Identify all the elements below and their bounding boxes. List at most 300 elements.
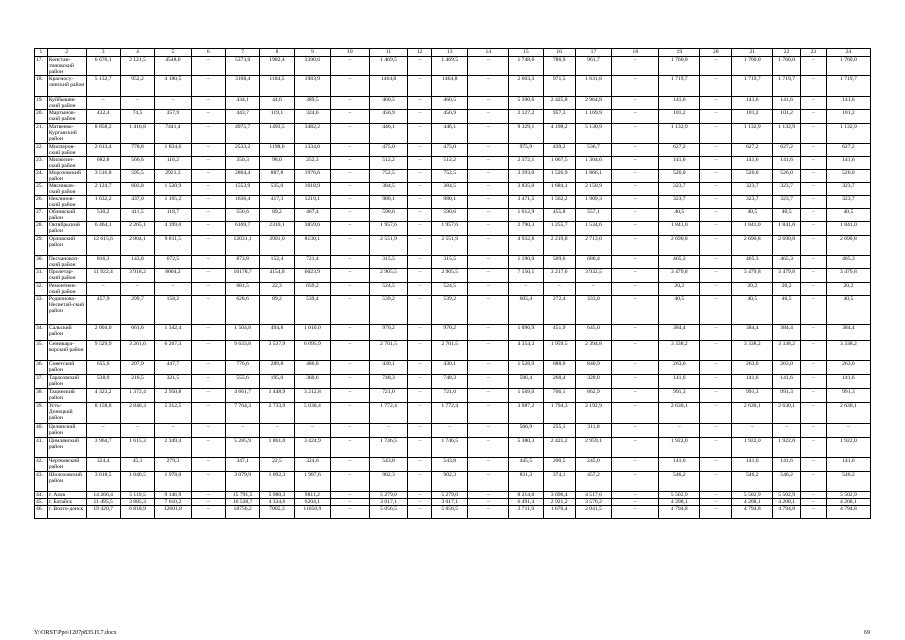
value-cell: –	[801, 222, 827, 236]
value-cell: –	[612, 424, 659, 438]
row-number-cell: 28.	[35, 222, 48, 236]
value-cell: 321,5	[155, 375, 191, 389]
value-cell: –	[191, 361, 225, 375]
column-header: 9	[294, 49, 330, 57]
value-cell: 1 448,9	[260, 389, 294, 403]
value-cell: –	[801, 389, 827, 403]
row-number-cell: 45.	[35, 499, 48, 506]
value-cell: –	[191, 389, 225, 403]
value-cell: 1 760,0	[659, 57, 700, 76]
value-cell: 3168,4	[225, 76, 259, 97]
value-cell: 2 713,0	[575, 236, 611, 256]
value-cell: 2 733,9	[260, 403, 294, 424]
value-cell: 19 420,7	[86, 506, 120, 519]
value-cell: –	[612, 144, 659, 157]
value-cell: –	[468, 196, 509, 209]
value-cell: 158,2	[155, 296, 191, 325]
value-cell: –	[408, 183, 432, 196]
table-row	[35, 144, 871, 157]
row-number-cell: 26.	[35, 196, 48, 209]
value-cell: –	[191, 341, 225, 361]
value-cell: 475,0	[369, 144, 408, 157]
value-cell: –	[612, 76, 659, 97]
value-cell: 2 551,9	[369, 236, 408, 256]
value-cell: 2 804,1	[120, 236, 154, 256]
value-cell: –	[801, 196, 827, 209]
value-cell: –	[612, 209, 659, 222]
value-cell: 9 146,9	[155, 492, 191, 499]
value-cell: 786,9	[543, 57, 575, 76]
value-cell: 447,7	[155, 361, 191, 375]
value-cell: 1636,4	[225, 196, 259, 209]
value-cell: –	[408, 222, 432, 236]
value-cell: 451,9	[543, 325, 575, 341]
value-cell: 6204,1	[294, 499, 330, 506]
value-cell: 3 885,3	[120, 499, 154, 506]
value-cell: 347,1	[225, 458, 259, 472]
value-cell: 4 794,8	[773, 506, 801, 519]
value-cell: 272,4	[543, 296, 575, 325]
value-cell: 6023,9	[294, 269, 330, 283]
value-cell: 5 980,3	[260, 492, 294, 499]
value-cell: –	[700, 157, 732, 170]
table-row	[35, 361, 871, 375]
value-cell: 1 719,7	[826, 76, 870, 97]
value-cell: –	[700, 499, 732, 506]
value-cell: 1 520,9	[155, 183, 191, 196]
value-cell: 816,3	[86, 256, 120, 269]
value-cell: 721,0	[431, 389, 467, 403]
value-cell: 595,5	[120, 170, 154, 183]
value-cell: 384,4	[826, 325, 870, 341]
value-cell: 873,8	[225, 256, 259, 269]
value-cell: 8 158,8	[86, 403, 120, 424]
value-cell: –	[225, 424, 259, 438]
value-cell: 1983,9	[294, 76, 330, 97]
value-cell: 289,8	[260, 361, 294, 375]
district-name-cell: Чертковский район	[47, 458, 86, 472]
value-cell: 970,2	[431, 325, 467, 341]
value-cell: –	[331, 499, 370, 506]
value-cell: 1 909,3	[575, 196, 611, 209]
value-cell: –	[468, 76, 509, 97]
value-cell: –	[801, 506, 827, 519]
row-number-cell: 29.	[35, 236, 48, 256]
value-cell: 2 394,8	[575, 341, 611, 361]
value-cell: 539,2	[431, 296, 467, 325]
value-cell: –	[191, 76, 225, 97]
value-cell: 680,4	[575, 256, 611, 269]
value-cell: –	[408, 269, 432, 283]
row-number-cell: 35.	[35, 341, 48, 361]
value-cell: 20,2	[826, 283, 870, 296]
district-name-cell: Октябрьский район	[47, 222, 86, 236]
value-cell: 1 632,2	[86, 196, 120, 209]
value-cell: –	[191, 183, 225, 196]
value-cell: 5 502,9	[826, 492, 870, 499]
value-cell: –	[191, 209, 225, 222]
value-cell: –	[120, 97, 154, 110]
value-cell: 315,5	[431, 256, 467, 269]
value-cell: 475,0	[431, 144, 467, 157]
value-cell: 2 551,9	[431, 236, 467, 256]
value-cell: 15 791,5	[225, 492, 259, 499]
value-cell: 141,6	[826, 375, 870, 389]
value-cell: 22,5	[260, 458, 294, 472]
value-cell: 40,5	[659, 296, 700, 325]
value-cell: 9 329,1	[509, 124, 543, 144]
value-cell: 4 208,1	[826, 499, 870, 506]
value-cell: 4 180,5	[155, 76, 191, 97]
value-cell: 8 858,2	[86, 124, 120, 144]
value-cell: –	[408, 110, 432, 124]
value-cell: 141,6	[732, 157, 773, 170]
value-cell: 627,2	[732, 144, 773, 157]
value-cell: 9 633,8	[225, 341, 259, 361]
value-cell: –	[468, 296, 509, 325]
column-header: 22	[773, 49, 801, 57]
value-cell: 706,1	[543, 389, 575, 403]
value-cell: 324,6	[294, 458, 330, 472]
value-cell: 1 416,8	[120, 124, 154, 144]
value-cell: 3 570,2	[575, 499, 611, 506]
district-name-cell: Цимлянский район	[47, 438, 86, 458]
value-cell: –	[801, 110, 827, 124]
value-cell: 1 719,7	[773, 76, 801, 97]
value-cell: –	[331, 57, 370, 76]
value-cell: 4 794,8	[826, 506, 870, 519]
row-number-cell: 25.	[35, 183, 48, 196]
value-cell: –	[331, 283, 370, 296]
value-cell: 1 526,9	[543, 170, 575, 183]
value-cell: 1982,4	[260, 57, 294, 76]
value-cell: –	[700, 236, 732, 256]
value-cell: 1 096,9	[509, 325, 543, 341]
table-row	[35, 97, 871, 110]
value-cell: –	[468, 110, 509, 124]
value-cell: –	[468, 157, 509, 170]
value-cell: –	[468, 325, 509, 341]
value-cell: –	[801, 325, 827, 341]
value-cell: –	[700, 296, 732, 325]
value-cell: 98,0	[260, 157, 294, 170]
value-cell: 1 132,9	[773, 124, 801, 144]
value-cell: 2 219,8	[543, 236, 575, 256]
value-cell: 1219,1	[294, 196, 330, 209]
value-cell: 417,3	[260, 196, 294, 209]
value-cell: 467,4	[294, 209, 330, 222]
value-cell: 5 502,9	[773, 492, 801, 499]
value-cell: 4154,8	[260, 269, 294, 283]
value-cell: –	[408, 76, 432, 97]
value-cell: 1 719,7	[659, 76, 700, 97]
value-cell: –	[408, 375, 432, 389]
value-cell: –	[801, 403, 827, 424]
value-cell: –	[801, 209, 827, 222]
value-cell: 546,2	[732, 472, 773, 492]
value-cell: 323,7	[732, 183, 773, 196]
value-cell: 1 615,3	[120, 438, 154, 458]
value-cell: 2 041,5	[575, 506, 611, 519]
value-cell: –	[86, 424, 120, 438]
district-name-cell: Родионово-Несветай-ский район	[47, 296, 86, 325]
value-cell: –	[431, 424, 467, 438]
value-cell: 6 464,1	[86, 222, 120, 236]
value-cell: –	[120, 283, 154, 296]
value-cell: 1 342,4	[155, 325, 191, 341]
column-header: 12	[408, 49, 432, 57]
value-cell: 460,5	[431, 97, 467, 110]
value-cell: 556,6	[225, 209, 259, 222]
value-cell: –	[801, 124, 827, 144]
value-cell: –	[331, 196, 370, 209]
district-name-cell: Целинский район	[47, 424, 86, 438]
district-name-cell: Пролетар-ский район	[47, 269, 86, 283]
value-cell: –	[801, 57, 827, 76]
value-cell: 465,3	[826, 256, 870, 269]
value-cell: –	[408, 296, 432, 325]
value-cell: –	[191, 296, 225, 325]
value-cell: 101,2	[826, 110, 870, 124]
value-cell: –	[575, 283, 611, 296]
value-cell: 5373,0	[225, 57, 259, 76]
value-cell: 323,7	[659, 196, 700, 209]
value-cell: 2 905,5	[369, 269, 408, 283]
value-cell: –	[331, 144, 370, 157]
value-cell: 1 760,0	[773, 57, 801, 76]
value-cell: 7 610,2	[155, 499, 191, 506]
value-cell: 5 132,7	[86, 76, 120, 97]
value-cell: 446,1	[431, 124, 467, 144]
value-cell: –	[468, 283, 509, 296]
value-cell: –	[700, 283, 732, 296]
value-cell: 3390,6	[294, 57, 330, 76]
value-cell: 1464,8	[431, 76, 467, 97]
value-cell: 1 534,6	[575, 222, 611, 236]
value-cell: 141,6	[732, 458, 773, 472]
value-cell: –	[191, 157, 225, 170]
value-cell: 2 630,1	[773, 403, 801, 424]
value-cell: –	[468, 209, 509, 222]
district-name-cell: Песчанокоп-ский район	[47, 256, 86, 269]
value-cell: 1018,9	[294, 183, 330, 196]
value-cell: 1 922,0	[826, 438, 870, 458]
value-cell: 2310,1	[260, 222, 294, 236]
value-cell: 141,6	[773, 157, 801, 170]
value-cell: 252,3	[294, 157, 330, 170]
value-cell: 141,6	[659, 157, 700, 170]
value-cell: 555,6	[225, 375, 259, 389]
value-cell: –	[331, 403, 370, 424]
value-cell: –	[700, 424, 732, 438]
value-cell: –	[612, 124, 659, 144]
value-cell: 323,7	[773, 183, 801, 196]
row-number-cell: 23.	[35, 157, 48, 170]
table-row	[35, 341, 871, 361]
value-cell: 1 719,7	[732, 76, 773, 97]
value-cell: 2 265,1	[120, 222, 154, 236]
value-cell: 539,2	[369, 296, 408, 325]
column-header: 11	[369, 49, 408, 57]
value-cell: –	[468, 222, 509, 236]
value-cell: 40,5	[826, 209, 870, 222]
value-cell: 2 964,8	[575, 97, 611, 110]
value-cell: 11 922,4	[86, 269, 120, 283]
value-cell: –	[801, 157, 827, 170]
value-cell: 4 932,8	[509, 236, 543, 256]
value-cell: 590,6	[369, 209, 408, 222]
column-header: 21	[732, 49, 773, 57]
value-cell: 324,4	[86, 458, 120, 472]
value-cell: 1 922,0	[773, 438, 801, 458]
value-cell: –	[191, 492, 225, 499]
column-header: 14	[468, 49, 509, 57]
value-cell: –	[468, 57, 509, 76]
value-cell: 2 690,8	[659, 236, 700, 256]
value-cell: 1184,5	[260, 76, 294, 97]
district-name-cell: Шолоховский район	[47, 472, 86, 492]
value-cell: 546,2	[659, 472, 700, 492]
value-cell: 2 701,5	[431, 341, 467, 361]
row-number-cell: 37.	[35, 375, 48, 389]
row-number-cell: 40.	[35, 424, 48, 438]
value-cell: 44,6	[260, 97, 294, 110]
value-cell: –	[659, 424, 700, 438]
value-cell: 445,5	[509, 458, 543, 472]
value-cell: 2 846,3	[120, 403, 154, 424]
value-cell: –	[408, 196, 432, 209]
value-cell: 494,8	[260, 325, 294, 341]
value-cell: –	[612, 403, 659, 424]
value-cell: 5 502,9	[732, 492, 773, 499]
value-cell: –	[612, 325, 659, 341]
value-cell: –	[801, 375, 827, 389]
value-cell: 546,2	[773, 472, 801, 492]
value-cell: –	[191, 222, 225, 236]
value-cell: 40,5	[773, 209, 801, 222]
value-cell: –	[801, 97, 827, 110]
value-cell: –	[468, 458, 509, 472]
value-cell: –	[331, 269, 370, 283]
value-cell: 3 932,5	[575, 269, 611, 283]
value-cell: 328,0	[575, 375, 611, 389]
value-cell: 89,2	[260, 296, 294, 325]
value-cell: 1 528,9	[509, 361, 543, 375]
value-cell: 1 372,4	[120, 389, 154, 403]
value-cell: –	[801, 458, 827, 472]
district-name-cell: Усть-Донецкий район	[47, 403, 86, 424]
page-number: 69	[864, 630, 870, 636]
value-cell: –	[468, 472, 509, 492]
value-cell: –	[700, 144, 732, 157]
value-cell: 1 746,5	[369, 438, 408, 458]
value-cell: –	[826, 424, 870, 438]
value-cell: 18756,2	[225, 506, 259, 519]
value-cell: 141,6	[732, 375, 773, 389]
value-cell: 3 479,8	[659, 269, 700, 283]
value-cell: 141,6	[826, 97, 870, 110]
value-cell: –	[700, 209, 732, 222]
value-cell: –	[700, 492, 732, 499]
value-cell: 6169,7	[225, 222, 259, 236]
value-cell: –	[468, 124, 509, 144]
value-cell: –	[331, 492, 370, 499]
row-number-cell: 20.	[35, 110, 48, 124]
row-number-cell: 38.	[35, 389, 48, 403]
value-cell: –	[801, 492, 827, 499]
table-row	[35, 196, 871, 209]
value-cell: 1 760,0	[732, 57, 773, 76]
value-cell: 430,1	[431, 361, 467, 375]
value-cell: 748,3	[369, 375, 408, 389]
value-cell: 2921,3	[155, 170, 191, 183]
column-header: 3	[86, 49, 120, 57]
value-cell: 3 338,2	[732, 341, 773, 361]
value-cell: –	[408, 499, 432, 506]
value-cell: 661,6	[120, 325, 154, 341]
value-cell: 748,3	[431, 375, 467, 389]
value-cell: –	[801, 170, 827, 183]
value-cell: –	[331, 209, 370, 222]
value-cell: 1 169,9	[575, 110, 611, 124]
value-cell: 862,9	[575, 389, 611, 403]
row-number-cell: 41.	[35, 438, 48, 458]
value-cell: 101,2	[732, 110, 773, 124]
column-header: 8	[260, 49, 294, 57]
district-name-cell: Мясников-ский район	[47, 183, 86, 196]
value-cell: 6 267,3	[155, 341, 191, 361]
value-cell: 456,9	[431, 110, 467, 124]
district-name-cell: Неклинов-ский район	[47, 196, 86, 209]
value-cell: 975,9	[509, 144, 543, 157]
value-cell: 5 380,3	[509, 438, 543, 458]
value-cell: –	[468, 361, 509, 375]
value-cell: 1 959,5	[543, 341, 575, 361]
value-cell: 207,9	[120, 361, 154, 375]
value-cell: –	[408, 124, 432, 144]
value-cell: 12 615,6	[86, 236, 120, 256]
value-cell: –	[331, 170, 370, 183]
value-cell: –	[468, 183, 509, 196]
value-cell: 627,2	[773, 144, 801, 157]
table-row	[35, 157, 871, 170]
value-cell: 1 132,9	[826, 124, 870, 144]
value-cell: 141,6	[773, 375, 801, 389]
value-cell: 141,6	[732, 97, 773, 110]
value-cell: 74,5	[120, 110, 154, 124]
header-row	[35, 49, 871, 57]
value-cell: 430,1	[369, 361, 408, 375]
value-cell: –	[700, 472, 732, 492]
value-cell: –	[700, 196, 732, 209]
value-cell: 12601,8	[155, 506, 191, 519]
footer-file-path: Y:\ORST\Ppo\1207p835.П.7.docx	[34, 630, 117, 636]
value-cell: 323,7	[826, 183, 870, 196]
value-cell: 4 334,6	[260, 499, 294, 506]
value-cell: 465,3	[732, 256, 773, 269]
value-cell: 5 279,0	[431, 492, 467, 499]
value-cell: 200,5	[543, 458, 575, 472]
value-cell: 512,2	[369, 157, 408, 170]
value-cell: 6 095,9	[294, 341, 330, 361]
value-cell: –	[191, 170, 225, 183]
value-cell: –	[612, 110, 659, 124]
value-cell: –	[331, 110, 370, 124]
value-cell: –	[408, 209, 432, 222]
value-cell: –	[700, 269, 732, 283]
budget-table	[34, 48, 871, 519]
value-cell: 4 199,0	[155, 222, 191, 236]
